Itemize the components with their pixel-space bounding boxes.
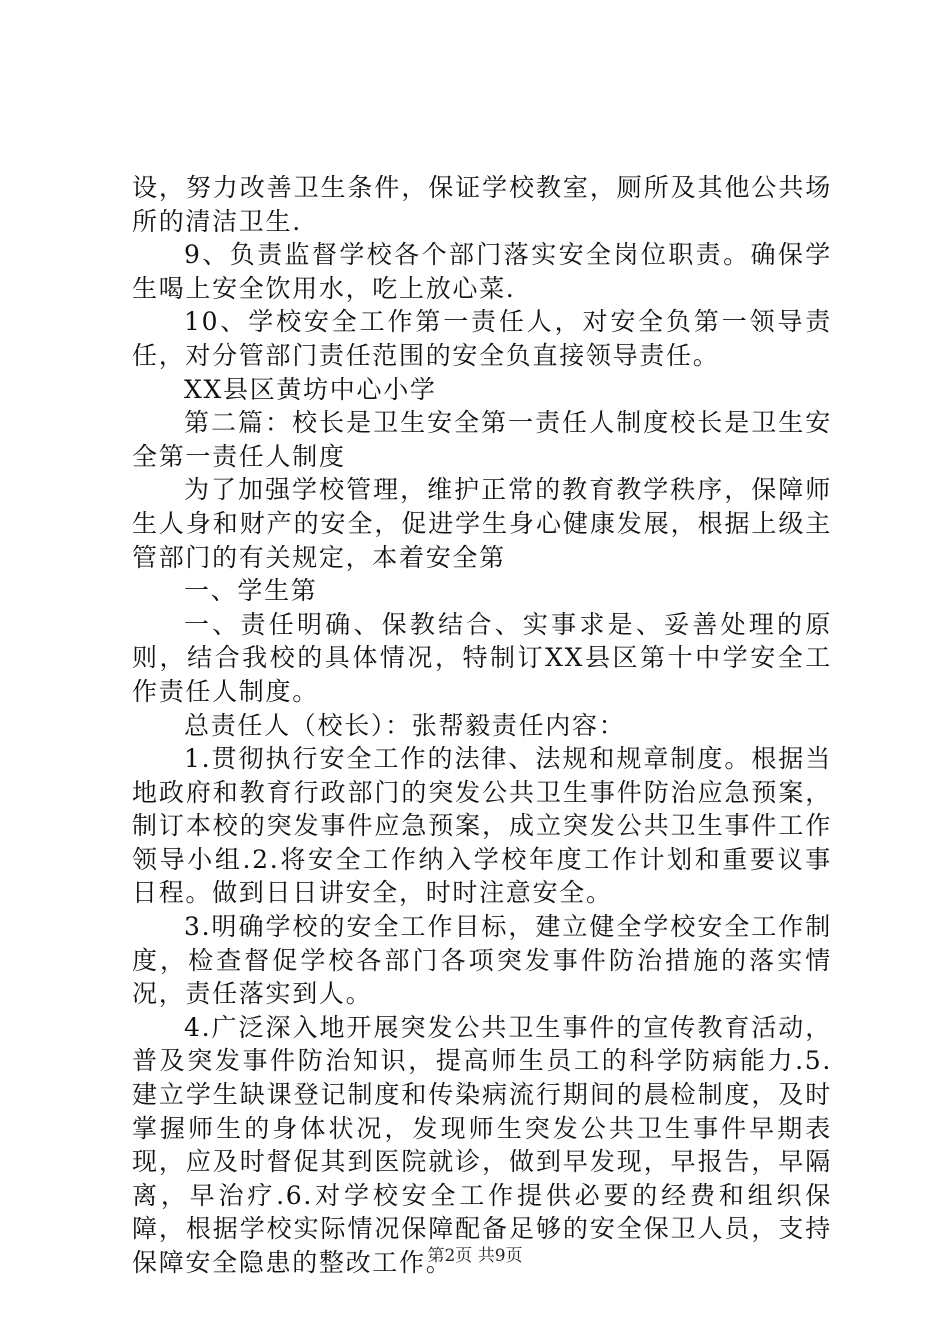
paragraph: 设，努力改善卫生条件，保证学校教室，厕所及其他公共场所的清洁卫生. xyxy=(132,173,832,236)
paragraph: 一、学生第 xyxy=(184,576,318,606)
paragraph: 总责任人（校长）：张帮毅责任内容： xyxy=(184,710,626,740)
paragraph: 为了加强学校管理，维护正常的教育教学秩序，保障师生人身和财产的安全，促进学生身心健康发展，根据上级主管部门的有关规定，本着安全第 xyxy=(132,475,832,572)
paragraph: 3.明确学校的安全工作目标，建立健全学校安全工作制度，检查督促学校各部门各项突发事件防治措施的落实情况，责任落实到人。 xyxy=(132,912,832,1009)
paragraph: 一、责任明确、保教结合、实事求是、妥善处理的原则，结合我校的具体情况，特制订XX县区第十中学安全工作责任人制度。 xyxy=(132,609,832,706)
section-heading: 第二篇：校长是卫生安全第一责任人制度校长是卫生安全第一责任人制度 xyxy=(132,408,832,471)
paragraph: 10、学校安全工作第一责任人，对安全负第一领导责任，对分管部门责任范围的安全负直接领导责任。 xyxy=(132,307,832,370)
paragraph: 9、负责监督学校各个部门落实安全岗位职责。确保学生喝上安全饮用水，吃上放心菜. xyxy=(132,240,832,303)
paragraph: 4.广泛深入地开展突发公共卫生事件的宣传教育活动，普及突发事件防治知识，提高师生员工的科学防病能力.5.建立学生缺课登记制度和传染病流行期间的晨检制度，及时掌握师生的身体状况，发现师生突发公共卫生事件早期表现，应及时督促其到医院就诊，做到早发现，早报告，早隔离，早治疗.6.对学校安全工作提供必要的经费和组织保障，根据学校实际情况保障配备足够的安全保卫人员，支持保障安全隐患的整改工作。 xyxy=(132,1012,832,1277)
page-number: 第2页 共9页 xyxy=(427,1246,523,1266)
paragraph: XX县区黄坊中心小学 xyxy=(184,374,437,404)
document-body xyxy=(132,171,832,1280)
paragraph: 1.贯彻执行安全工作的法律、法规和规章制度。根据当地政府和教育行政部门的突发公共卫生事件防治应急预案，制订本校的突发事件应急预案，成立突发公共卫生事件工作领导小组.2.将安全工作纳入学校年度工作计划和重要议事日程。做到日日讲安全，时时注意安全。 xyxy=(132,744,832,908)
